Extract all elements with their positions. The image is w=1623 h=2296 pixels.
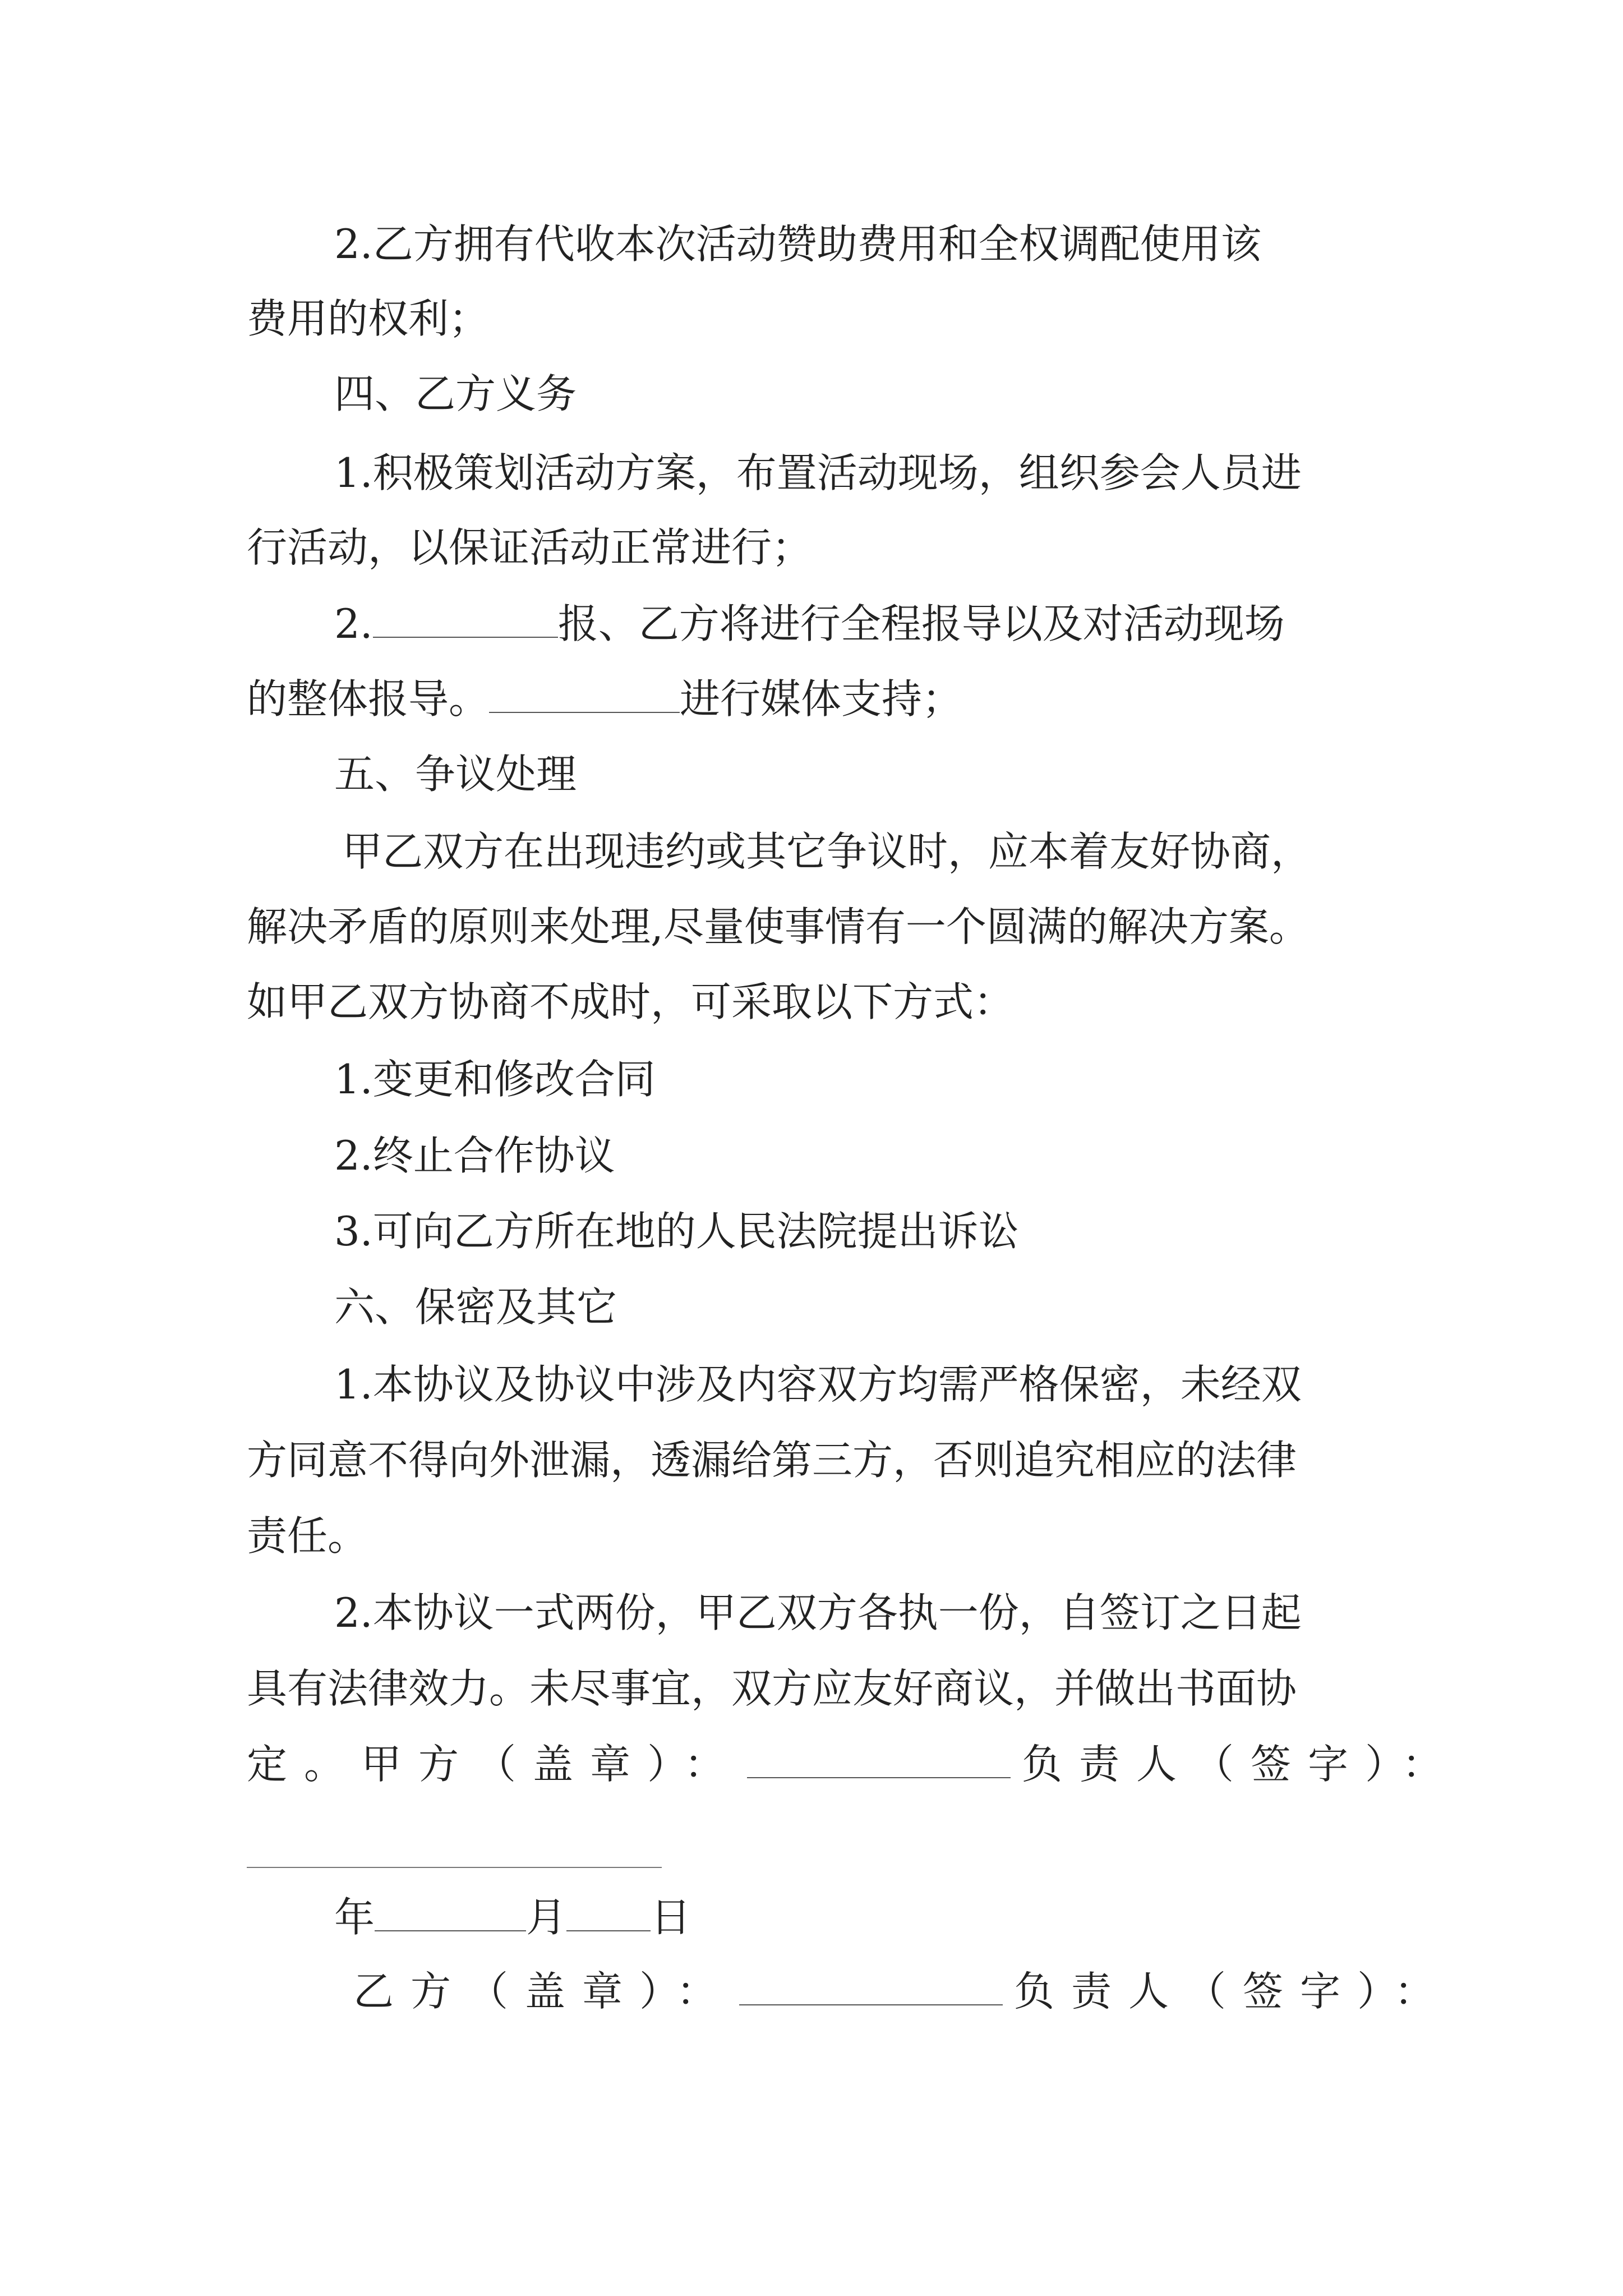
party-b-seal-blank[interactable]: [739, 1968, 1003, 2005]
clause-5-option-1: 1.变更和修改合同: [334, 1056, 656, 1103]
clause-4-item-2-line-2: [247, 671, 1368, 727]
clause-4-item-2-number: 2.: [334, 600, 373, 647]
clause-6-item-1-line-1: 1.本协议及协议中涉及内容双方均需严格保密，未经双: [334, 1361, 1302, 1408]
fill-in-blank[interactable]: [373, 601, 558, 638]
party-a-signature-blank[interactable]: [247, 1867, 662, 1868]
clause-4-item-1-line-2: 行活动，以保证活动正常进行；: [247, 524, 813, 571]
clause-5-para-line-2: 解决矛盾的原则来处理,尽量使事情有一个圆满的解决方案。: [247, 903, 1310, 950]
clause-5-option-3: 3.可向乙方所在地的人民法院提出诉讼: [334, 1208, 1019, 1255]
clause-4-item-1-line-1: 1.积极策划活动方案，布置活动现场，组织参会人员进: [334, 449, 1302, 496]
party-b-signer-label: 负责人（签字）：: [1014, 1968, 1452, 2015]
date-day-label: 日: [651, 1894, 691, 1941]
clause-6-item-2-line-1: 2.本协议一式两份，甲乙双方各执一份，自签订之日起: [334, 1589, 1302, 1636]
party-b-signature-line: [353, 1963, 1587, 2019]
clause-3-item-2-line-1: 2.乙方拥有代收本次活动赞助费用和全权调配使用该: [334, 220, 1261, 268]
date-day-blank[interactable]: [566, 1894, 651, 1931]
clause-5-option-2: 2.终止合作协议: [334, 1132, 615, 1179]
clause-4-item-2-text-start: 的整体报导。: [247, 675, 490, 723]
section-heading-5: 五、争议处理: [334, 751, 577, 798]
party-a-signer-label: 负责人（签字）：: [1022, 1741, 1460, 1788]
clause-5-para-line-3: 如甲乙双方协商不成时，可采取以下方式：: [247, 978, 1015, 1025]
date-year-blank[interactable]: [375, 1894, 526, 1931]
party-a-signature-line: [247, 1736, 1593, 1792]
date-year-label: 年: [334, 1894, 375, 1941]
clause-6-item-2-line-2: 具有法律效力。未尽事宜，双方应友好商议，并做出书面协: [247, 1665, 1297, 1712]
section-heading-6: 六、保密及其它: [334, 1283, 617, 1331]
clause-5-para-line-1: 甲乙双方在出现违约或其它争议时，应本着友好协商，: [342, 828, 1312, 875]
clause-4-item-2-text-end: 进行媒体支持；: [680, 675, 963, 723]
clause-4-item-2-line-1: [334, 596, 1456, 652]
clause-6-item-1-line-2: 方同意不得向外泄漏，透漏给第三方，否则追究相应的法律: [247, 1437, 1297, 1484]
section-heading-4: 四、乙方义务: [334, 370, 577, 417]
clause-4-item-2-text: 报、乙方将进行全程报导以及对活动现场: [557, 600, 1285, 647]
party-a-seal-label: 定。甲方（盖章）：: [247, 1741, 742, 1788]
party-b-seal-label: 乙方（盖章）：: [353, 1968, 734, 2015]
clause-6-item-1-line-3: 责任。: [247, 1512, 368, 1559]
date-month-label: 月: [526, 1894, 567, 1941]
party-a-date-line: [334, 1889, 1119, 1945]
clause-3-item-2-line-2: 费用的权利；: [247, 295, 490, 342]
party-a-seal-blank[interactable]: [747, 1741, 1011, 1778]
fill-in-blank[interactable]: [489, 676, 680, 713]
